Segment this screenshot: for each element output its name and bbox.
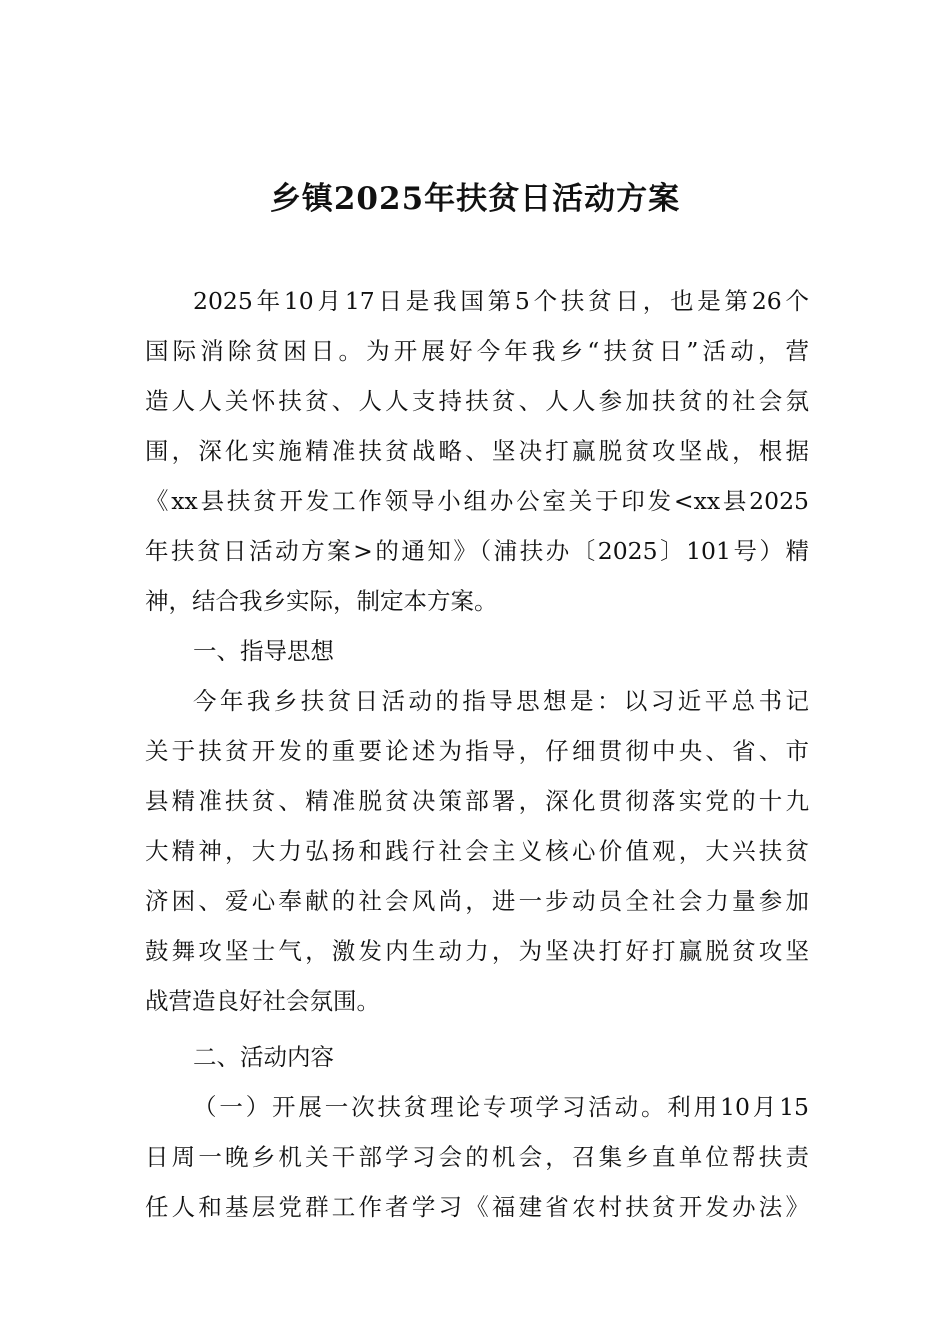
intro-line-2: 国际消除贫困日。为开展好今年我乡“扶贫日”活动，营 (145, 337, 809, 365)
section2-line-3: 任人和基层党群工作者学习《福建省农村扶贫开发办法》 (145, 1193, 809, 1221)
section1-line-3: 县精准扶贫、精准脱贫决策部署，深化贯彻落实党的十九 (145, 787, 809, 815)
section1-heading: 一、指导思想 (193, 637, 334, 665)
section1-line-7: 战营造良好社会氛围。 (145, 987, 380, 1015)
intro-line-5: 《xx县扶贫开发工作领导小组办公室关于印发<xx县2025 (145, 487, 809, 515)
section1-line-6: 鼓舞攻坚士气，激发内生动力，为坚决打好打赢脱贫攻坚 (145, 937, 809, 965)
section1-line-1: 今年我乡扶贫日活动的指导思想是：以习近平总书记 (193, 687, 809, 715)
section1-line-2: 关于扶贫开发的重要论述为指导，仔细贯彻中央、省、市 (145, 737, 809, 765)
intro-line-1: 2025年10月17日是我国第5个扶贫日，也是第26个 (193, 287, 809, 315)
section2-line-2: 日周一晚乡机关干部学习会的机会，召集乡直单位帮扶责 (145, 1143, 809, 1171)
section2-line-1: （一）开展一次扶贫理论专项学习活动。利用10月15 (193, 1093, 809, 1121)
document-title: 乡镇2025年扶贫日活动方案 (269, 181, 681, 217)
intro-line-3: 造人人关怀扶贫、人人支持扶贫、人人参加扶贫的社会氛 (145, 387, 809, 415)
intro-line-4: 围，深化实施精准扶贫战略、坚决打赢脱贫攻坚战，根据 (145, 437, 809, 465)
document-body (145, 276, 809, 1232)
section1-line-4: 大精神，大力弘扬和践行社会主义核心价值观，大兴扶贫 (145, 837, 809, 865)
section2-heading: 二、活动内容 (193, 1043, 334, 1071)
intro-line-7: 神，结合我乡实际，制定本方案。 (145, 587, 498, 615)
section1-line-5: 济困、爱心奉献的社会风尚，进一步动员全社会力量参加 (145, 887, 809, 915)
intro-line-6: 年扶贫日活动方案>的通知》（浦扶办〔2025〕101号）精 (145, 537, 809, 565)
